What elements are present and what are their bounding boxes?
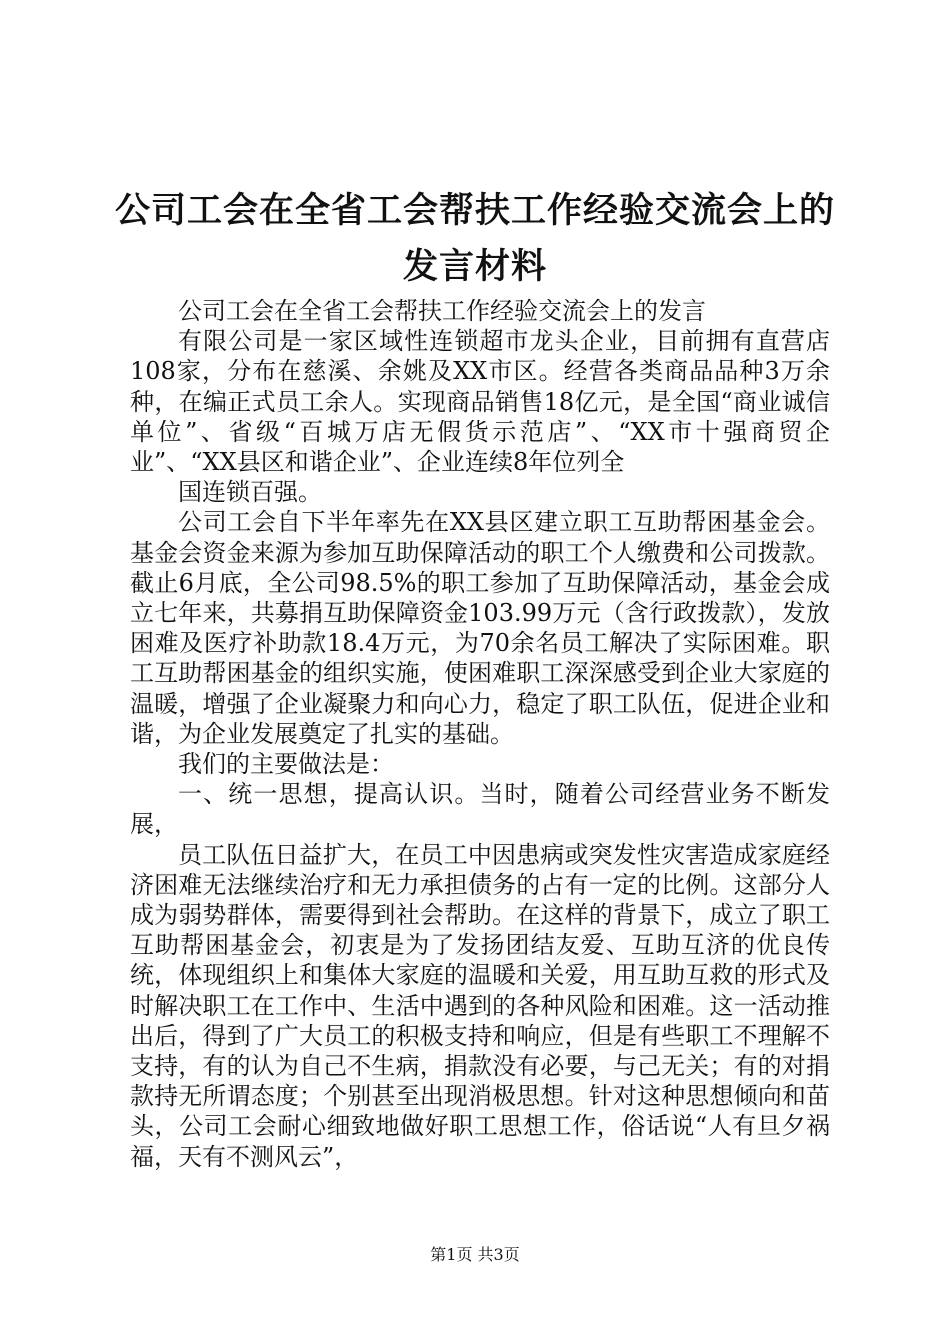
body-paragraph: 我们的主要做法是： (178, 750, 394, 779)
body-paragraph: 国连锁百强。 (178, 478, 322, 507)
body-paragraph: 一、统一思想，提高认识。当时，随着公司经营业务不断发展， (130, 780, 830, 839)
body-paragraph: 公司工会自下半年率先在XX县区建立职工互助帮困基金会。基金会资金来源为参加互助保障活动的职工个人缴费和公司拨款。截止6月底，全公司98.5%的职工参加了互助保障活动，基金会成立七年来，共募捐互助保障资金103.99万元（含行政拨款），发放困难及医疗补助款18.4万元，为70余名员工解决了实际困难。职工互助帮困基金的组织实施，使困难职工深深感受到企业大家庭的温暖，增强了企业凝聚力和向心力，稳定了职工队伍，促进企业和谐，为企业发展奠定了扎实的基础。 (130, 508, 830, 748)
page-number-footer: 第1页 共3页 (430, 1245, 520, 1264)
body-paragraph: 有限公司是一家区域性连锁超市龙头企业，目前拥有直营店108家，分布在慈溪、余姚及XX市区。经营各类商品品种3万余种，在编正式员工余人。实现商品销售18亿元，是全国“商业诚信单位”、省级“百城万店无假货示范店”、“XX市十强商贸企业”、“XX县区和谐企业”、企业连续8年位列全 (130, 327, 830, 477)
body-paragraph: 公司工会在全省工会帮扶工作经验交流会上的发言 (178, 297, 706, 325)
document-title: 公司工会在全省工会帮扶工作经验交流会上的发言材料 (114, 190, 835, 288)
body-paragraph: 员工队伍日益扩大，在员工中因患病或突发性灾害造成家庭经济困难无法继续治疗和无力承担债务的占有一定的比例。这部分人成为弱势群体，需要得到社会帮助。在这样的背景下，成立了职工互助帮困基金会，初衷是为了发扬团结友爱、互助互济的优良传统，体现组织上和集体大家庭的温暖和关爱，用互助互救的形式及时解决职工在工作中、生活中遇到的各种风险和困难。这一活动推出后，得到了广大员工的积极支持和响应，但是有些职工不理解不支持，有的认为自己不生病，捐款没有必要，与己无关；有的对捐款持无所谓态度；个别甚至出现消极思想。针对这种思想倾向和苗头，公司工会耐心细致地做好职工思想工作，俗话说“人有旦夕祸福，天有不测风云”， (130, 840, 830, 1171)
document-body (130, 296, 830, 1172)
